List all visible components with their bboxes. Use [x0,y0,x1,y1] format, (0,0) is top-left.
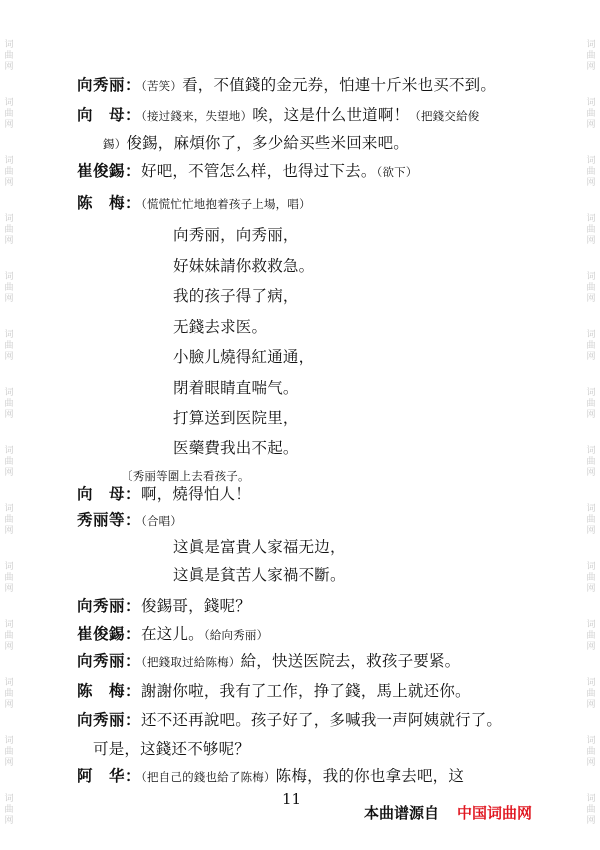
dialogue-line [77,710,502,730]
dialogue-line [77,624,268,645]
watermark-mark: 词 曲 网 [586,272,596,304]
dialogue-line [173,408,299,428]
line-text: 俊錫哥，錢呢？ [141,597,251,615]
watermark-mark: 词 曲 网 [4,620,14,652]
watermark-mark: 词 曲 网 [4,98,14,130]
line-text: 可是，这錢还不够呢？ [93,740,251,758]
speaker-name: 向秀丽： [77,596,142,615]
dialogue-line [173,565,346,585]
page-number: 11 [282,790,302,808]
watermark-mark: 词 曲 网 [4,214,14,246]
stage-direction: 錫） [103,137,127,151]
speaker-name: 向秀丽： [77,651,142,670]
dialogue-line [173,256,314,276]
stage-direction: （合唱） [141,514,183,528]
speaker-name: 崔俊錫： [77,624,142,643]
speaker-name: 陈 梅： [77,193,142,212]
dialogue-line [77,596,251,616]
dialogue-line [173,225,299,245]
dialogue-line [173,537,346,557]
watermark-mark: 词 曲 网 [4,504,14,536]
watermark-mark: 词 曲 网 [4,562,14,594]
watermark-mark: 词 曲 网 [586,214,596,246]
watermark-mark: 词 曲 网 [4,156,14,188]
stage-direction: （欲下） [376,165,418,179]
line-text: 向秀丽，向秀丽， [173,226,299,244]
dialogue-line [173,378,299,398]
line-text: 啊，燒得怕人！ [141,485,251,503]
line-text: 小臉儿燒得紅通通， [173,348,315,366]
speaker-name: 向秀丽： [77,75,142,94]
dialogue-line [173,347,314,367]
watermark-mark: 词 曲 网 [586,388,596,420]
watermark-mark: 词 曲 网 [4,446,14,478]
stage-direction: （給向秀丽） [203,628,269,642]
watermark-mark: 词 曲 网 [586,562,596,594]
line-text: 俊錫，麻煩你了，多少給买些米回来吧。 [126,134,410,152]
line-text: 这眞是貧苦人家禍不斷。 [173,566,346,584]
dialogue-line [77,161,418,182]
watermark-mark: 词 曲 网 [586,330,596,362]
speaker-name: 向秀丽： [77,710,142,729]
dialogue-line [77,651,460,672]
watermark-mark: 词 曲 网 [586,736,596,768]
dialogue-line [121,465,250,486]
speaker-name: 秀丽等： [77,510,142,529]
dialogue-line [77,766,464,787]
line-text: 給，快送医院去，救孩子要紧。 [240,652,461,670]
watermark-mark: 词 曲 网 [4,678,14,710]
watermark-mark: 词 曲 网 [586,40,596,72]
watermark-mark: 词 曲 网 [586,794,596,826]
watermark-mark: 词 曲 网 [4,40,14,72]
line-text: 在这儿。 [141,625,204,643]
line-text: 看，不值錢的金元券，怕連十斤米也买不到。 [182,76,497,94]
line-text: 陈梅，我的你也拿去吧，这 [275,767,465,785]
speaker-name: 向 母： [77,105,142,124]
watermark-mark: 词 曲 网 [4,736,14,768]
watermark-mark: 词 曲 网 [4,794,14,826]
line-text: 医藥費我出不起。 [173,439,299,457]
stage-direction: （慌慌忙忙地抱着孩子上場，唱） [141,197,311,211]
line-text: 还不还再說吧。孩子好了，多喊我一声阿姨就行了。 [141,711,503,729]
watermark-mark: 词 曲 网 [4,272,14,304]
dialogue-line [77,193,311,214]
line-text: 好妹妹請你救救急。 [173,257,315,275]
line-text: 好吧，不管怎么样，也得过下去。 [141,162,377,180]
watermark-mark: 词 曲 网 [586,678,596,710]
dialogue-line [77,105,479,126]
watermark-mark: 词 曲 网 [586,620,596,652]
dialogue-line [77,484,251,504]
dialogue-line [173,317,267,337]
stage-direction: （接过錢来，失望地） [141,109,253,123]
watermark-mark: 词 曲 网 [586,156,596,188]
speaker-name: 阿 华： [77,766,142,785]
watermark-mark: 词 曲 网 [4,330,14,362]
stage-direction: （把自己的錢也給了陈梅） [141,770,276,784]
line-text: 唉，这是什么世道啊！ [252,106,410,124]
dialogue-line [77,681,471,701]
stage-direction: （把錢取过給陈梅） [141,655,241,669]
line-text: 无錢去求医。 [173,318,268,336]
watermark-mark: 词 曲 网 [586,446,596,478]
dialogue-line [77,510,182,531]
dialogue-line [103,133,409,154]
line-text: 打算送到医院里， [173,409,299,427]
stage-direction: （苦笑） [141,79,183,93]
source-site-link[interactable]: 中国词曲网 [457,804,533,822]
watermark-mark: 词 曲 网 [586,98,596,130]
dialogue-line [77,75,496,96]
line-text: 謝謝你啦，我有了工作，挣了錢，馬上就还你。 [141,682,471,700]
line-text: 我的孩子得了病， [173,287,299,305]
stage-direction: （把錢交給俊 [409,109,480,123]
stage-direction: 〔秀丽等圍上去看孩子。 [121,469,250,483]
line-text: 閉着眼睛直喘气。 [173,379,299,397]
speaker-name: 向 母： [77,484,142,503]
line-text: 这眞是富貴人家福无边， [173,538,346,556]
dialogue-line [173,438,299,458]
source-prefix: 本曲谱源自 [364,804,440,822]
speaker-name: 崔俊錫： [77,161,142,180]
dialogue-line [93,739,250,759]
dialogue-line [173,286,299,306]
speaker-name: 陈 梅： [77,681,142,700]
watermark-mark: 词 曲 网 [4,388,14,420]
source-credit [364,802,532,823]
watermark-mark: 词 曲 网 [586,504,596,536]
